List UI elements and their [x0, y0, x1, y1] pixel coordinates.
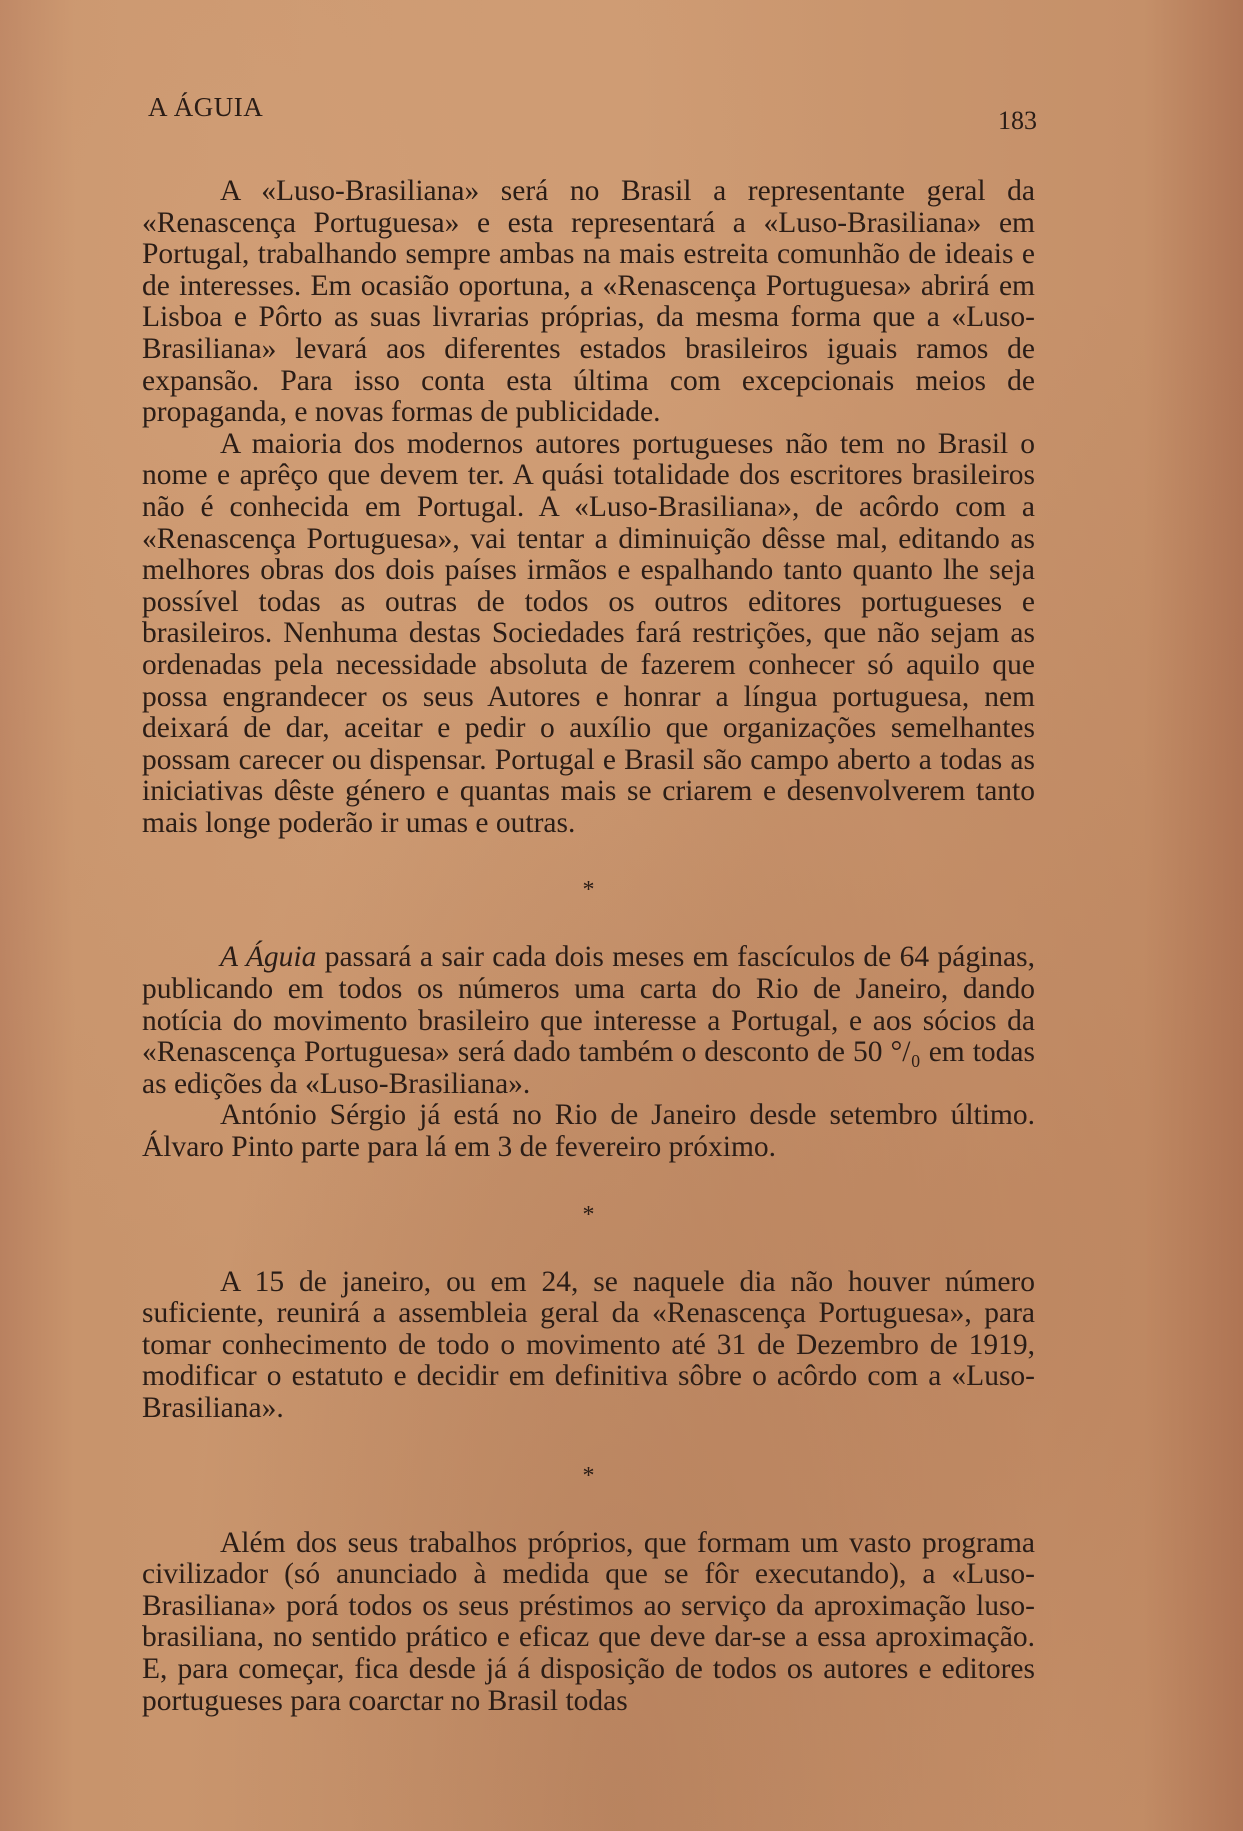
page-number: 183 — [998, 106, 1037, 135]
journal-title: A Águia — [220, 941, 317, 974]
section-separator: * — [582, 1462, 595, 1489]
paragraph-own-works: Além dos seus trabalhos próprios, que formam um vasto programa civilizador (só anunciado à medida que se fôr executando), a «Luso-Brasiliana» porá todos os seus préstimos ao serviço da aproximação luso-brasiliana, no sentido prático e eficaz que deve dar-se a essa aproximação. E, para começar, fica desde já á disposição de todos os autores e editores portugueses para coarctar no Brasil todas — [142, 1526, 1035, 1717]
section-separator: * — [582, 877, 595, 904]
paragraph-aguia-publication — [142, 942, 1035, 1100]
body-text — [142, 176, 1035, 1717]
paragraph-modern-authors: A maioria dos modernos autores portugueses não tem no Brasil o nome e aprêço que devem ter. A quási totalidade dos escritores brasileiros não é conhecida em Portugal. A «Luso-Brasiliana», de acôrdo com a «Renascença Portuguesa», vai tentar a diminuição dêsse mal, editando as melhores obras dos dois países irmãos e espalhando tanto quanto lhe seja possível todas as outras de todos os outros editores portugueses e brasileiros. Nenhuma destas Sociedades fará restrições, que não sejam as ordenadas pela necessidade absoluta de fazerem conhecer só aquilo que possa engrandecer os seus Autores e honrar a língua portuguesa, nem deixará de dar, aceitar e pedir o auxílio que organizações semelhantes possam carecer ou dispensar. Portugal e Brasil são campo aberto a todas as iniciativas dêste género e quantas mais se criarem e desenvolverem tanto mais longe poderão ir umas e outras. — [142, 427, 1035, 839]
paragraph-general-assembly: A 15 de janeiro, ou em 24, se naquele dia não houver número suficiente, reunirá a assembleia geral da «Renascença Portuguesa», para tomar conhecimento de todo o movimento até 31 de Dezembro de 1919, modificar o estatuto e decidir em definitiva sôbre o acôrdo com a «Luso-Brasiliana». — [142, 1265, 1035, 1424]
paragraph-aguia-publication-text: passará a sair cada dois meses em fascículos de 64 páginas, publicando em todos os números uma carta do Rio de Janeiro, dando notícia do movimento brasileiro que interesse a Portugal, e aos sócios da «Renascença Portuguesa» será dado também o desconto de 50 °/₀ em todas as edições da «Luso-Brasiliana». — [142, 941, 1035, 1100]
section-separator: * — [582, 1201, 595, 1228]
paragraph-antonio-sergio: António Sérgio já está no Rio de Janeiro desde setembro último. Álvaro Pinto parte para lá em 3 de fevereiro próximo. — [142, 1099, 1035, 1164]
paragraph-luso-brasiliana-representation: A «Luso-Brasiliana» será no Brasil a representante geral da «Renascença Portuguesa» e esta representará a «Luso-Brasiliana» em Portugal, trabalhando sempre ambas na mais estreita comunhão de ideais e de interesses. Em ocasião oportuna, a «Renascença Portuguesa» abrirá em Lisboa e Pôrto as suas livrarias próprias, da mesma forma que a «Luso-Brasiliana» levará aos diferentes estados brasileiros iguais ramos de expansão. Para isso conta esta última com excepcionais meios de propaganda, e novas formas de publicidade. — [142, 175, 1035, 429]
running-title: A ÁGUIA — [148, 92, 264, 122]
